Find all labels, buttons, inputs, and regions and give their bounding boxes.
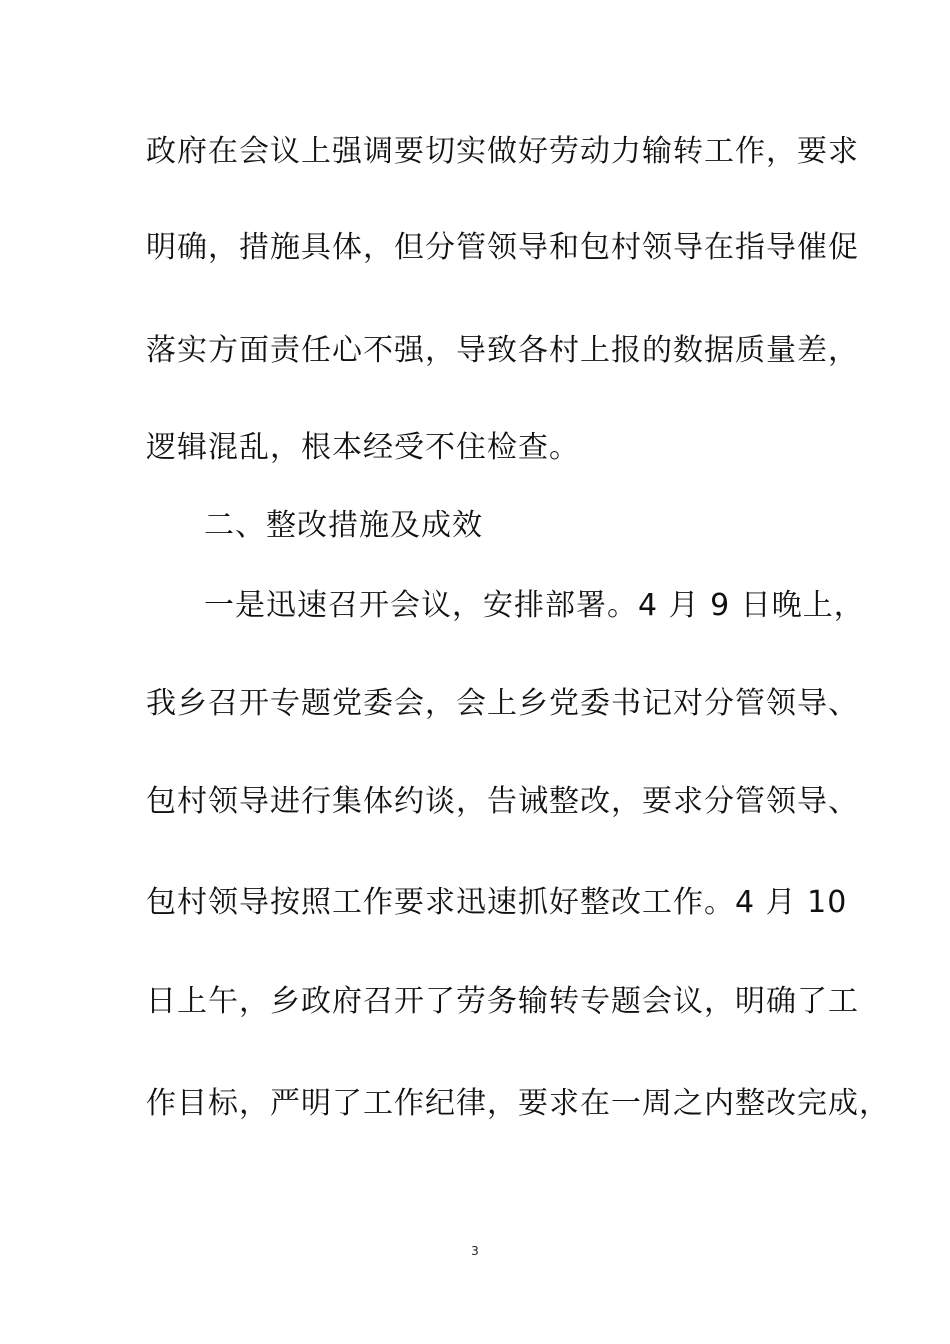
- text-line-10: 日上午，乡政府召开了劳务输转专题会议，明确了工: [146, 984, 859, 1019]
- text-line-9: 包村领导按照工作要求迅速抓好整改工作。4 月 10: [146, 885, 848, 920]
- section-heading: 二、整改措施及成效: [204, 508, 483, 543]
- text-line-4: 逻辑混乱，根本经受不住检查。: [146, 430, 580, 465]
- page-number: 3: [471, 1244, 479, 1258]
- text-line-3: 落实方面责任心不强，导致各村上报的数据质量差，: [146, 333, 859, 368]
- text-line-6: 一是迅速召开会议，安排部署。4 月 9 日晚上，: [204, 588, 865, 623]
- text-line-2: 明确，措施具体，但分管领导和包村领导在指导催促: [146, 230, 859, 265]
- text-line-11: 作目标，严明了工作纪律，要求在一周之内整改完成，: [146, 1086, 890, 1121]
- text-line-1: 政府在会议上强调要切实做好劳动力输转工作，要求: [146, 134, 859, 169]
- text-line-7: 我乡召开专题党委会，会上乡党委书记对分管领导、: [146, 686, 859, 721]
- text-line-8: 包村领导进行集体约谈，告诫整改，要求分管领导、: [146, 784, 859, 819]
